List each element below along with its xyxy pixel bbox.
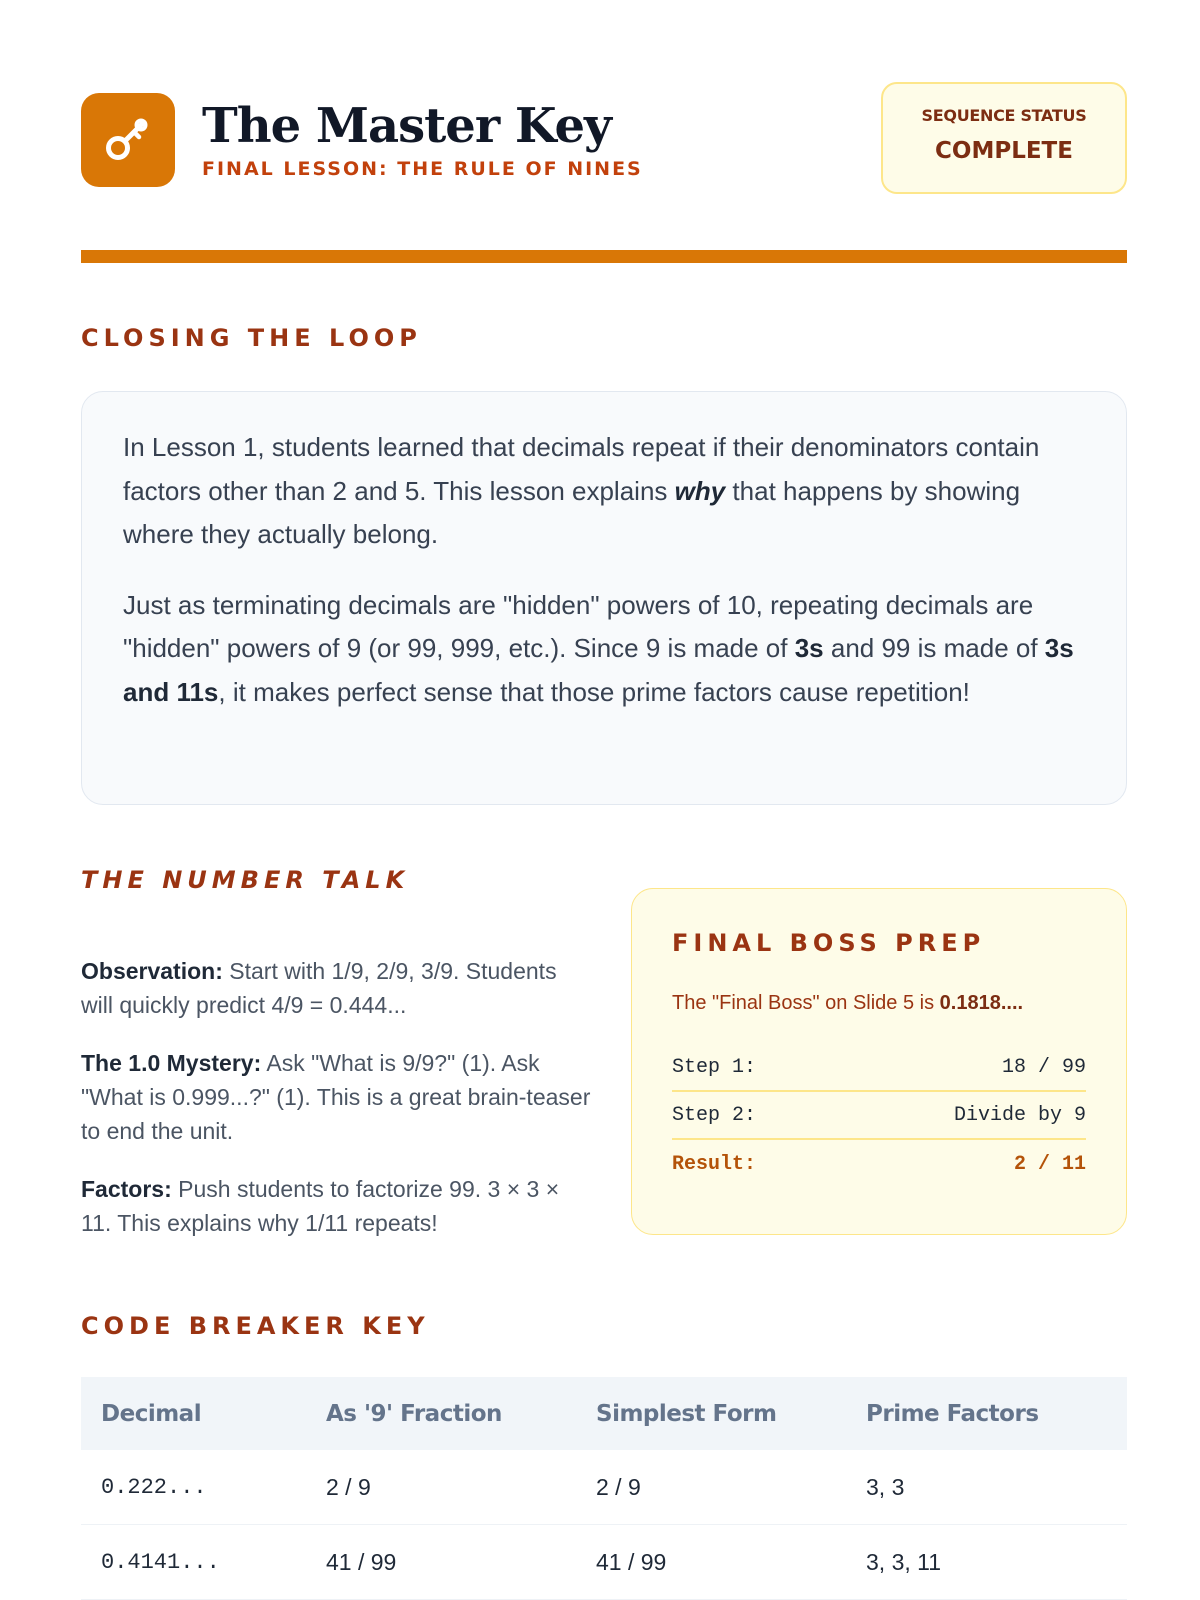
talk-item-label: Factors: — [81, 1176, 172, 1202]
closing-p1-text-b: that happens by showing where they actually belong. — [123, 475, 1021, 549]
step-row — [672, 1092, 1086, 1140]
result-label: Result: — [672, 1152, 757, 1176]
closing-paragraph-1 — [123, 426, 1086, 557]
talk-item-label: The 1.0 Mystery: — [81, 1050, 262, 1076]
talk-item-text: Push students to factorize 99. 3 × 3 × 11. This explains why 1/11 repeats! — [81, 1176, 560, 1236]
talk-item-text: Ask "What is 9/9?" (1). Ask "What is 0.999...?" (1). This is a great brain-teaser to end the unit. — [81, 1050, 591, 1144]
step-label: Step 2: — [672, 1103, 757, 1127]
closing-p2-text-c: , it makes perfect sense that those prime factors cause repetition! — [218, 676, 970, 707]
key-icon — [97, 107, 159, 174]
table-cell: 3, 3 — [846, 1450, 1127, 1525]
result-row — [672, 1140, 1086, 1188]
table-cell: 41 / 99 — [576, 1525, 846, 1600]
closing-heading: CLOSING THE LOOP — [81, 324, 422, 352]
column-header: Decimal — [81, 1377, 306, 1450]
final-boss-value: 0.1818.... — [939, 992, 1024, 1014]
sequence-status-card — [881, 82, 1127, 194]
closing-p2-text-b: and 99 is made of — [823, 633, 1045, 663]
table-row — [81, 1525, 1127, 1600]
final-boss-intro — [672, 992, 1023, 1015]
table-header-row — [81, 1377, 1127, 1450]
talk-item-label: Observation: — [81, 958, 223, 984]
talk-item-text: Start with 1/9, 2/9, 3/9. Students will quickly predict 4/9 = 0.444... — [81, 958, 557, 1018]
result-value: 2 / 11 — [1013, 1152, 1086, 1176]
table-cell: 0.222... — [81, 1450, 306, 1525]
table-row — [81, 1450, 1127, 1525]
column-header: Simplest Form — [576, 1377, 846, 1450]
table-cell: 2 / 9 — [306, 1450, 576, 1525]
number-talk-heading: THE NUMBER TALK — [81, 866, 410, 894]
step-value: Divide by 9 — [953, 1103, 1086, 1127]
closing-p1-why: why — [674, 475, 726, 506]
talk-item — [81, 1046, 591, 1148]
talk-item — [81, 1172, 591, 1240]
code-breaker-heading: CODE BREAKER KEY — [81, 1312, 430, 1340]
closing-card — [81, 391, 1127, 805]
status-badge: COMPLETE — [935, 138, 1073, 164]
page-title: The Master Key — [202, 98, 611, 154]
talk-item — [81, 954, 591, 1022]
closing-p2-text-a: Just as terminating decimals are "hidden" powers of 10, repeating decimals are "hidden" powers of 9 (or 99, 999, etc.). Since 9 is made of — [123, 589, 1034, 663]
step-label: Step 1: — [672, 1055, 757, 1079]
closing-p2-bold-1: 3s — [794, 633, 824, 663]
column-header: Prime Factors — [846, 1377, 1127, 1450]
final-boss-heading: FINAL BOSS PREP — [672, 929, 986, 957]
status-label: SEQUENCE STATUS — [921, 106, 1087, 125]
table-cell: 2 / 9 — [576, 1450, 846, 1525]
logo — [81, 93, 175, 187]
header-divider — [81, 250, 1127, 263]
column-header: As '9' Fraction — [306, 1377, 576, 1450]
closing-paragraph-2 — [123, 584, 1086, 715]
step-value: 18 / 99 — [1001, 1055, 1086, 1079]
page-subtitle: FINAL LESSON: THE RULE OF NINES — [202, 158, 643, 180]
code-breaker-table — [81, 1377, 1127, 1600]
closing-p2-bold-2: 3s and 11s — [123, 633, 1074, 707]
table-cell: 41 / 99 — [306, 1525, 576, 1600]
final-boss-intro-text: The "Final Boss" on Slide 5 is — [672, 992, 940, 1014]
final-boss-card — [631, 888, 1127, 1235]
header — [81, 82, 1127, 202]
table-cell: 0.4141... — [81, 1525, 306, 1600]
step-row — [672, 1044, 1086, 1092]
table-cell: 3, 3, 11 — [846, 1525, 1127, 1600]
closing-p1-text-a: In Lesson 1, students learned that decimals repeat if their denominators contain factors other than 2 and 5. This lesson explains — [123, 432, 1040, 506]
